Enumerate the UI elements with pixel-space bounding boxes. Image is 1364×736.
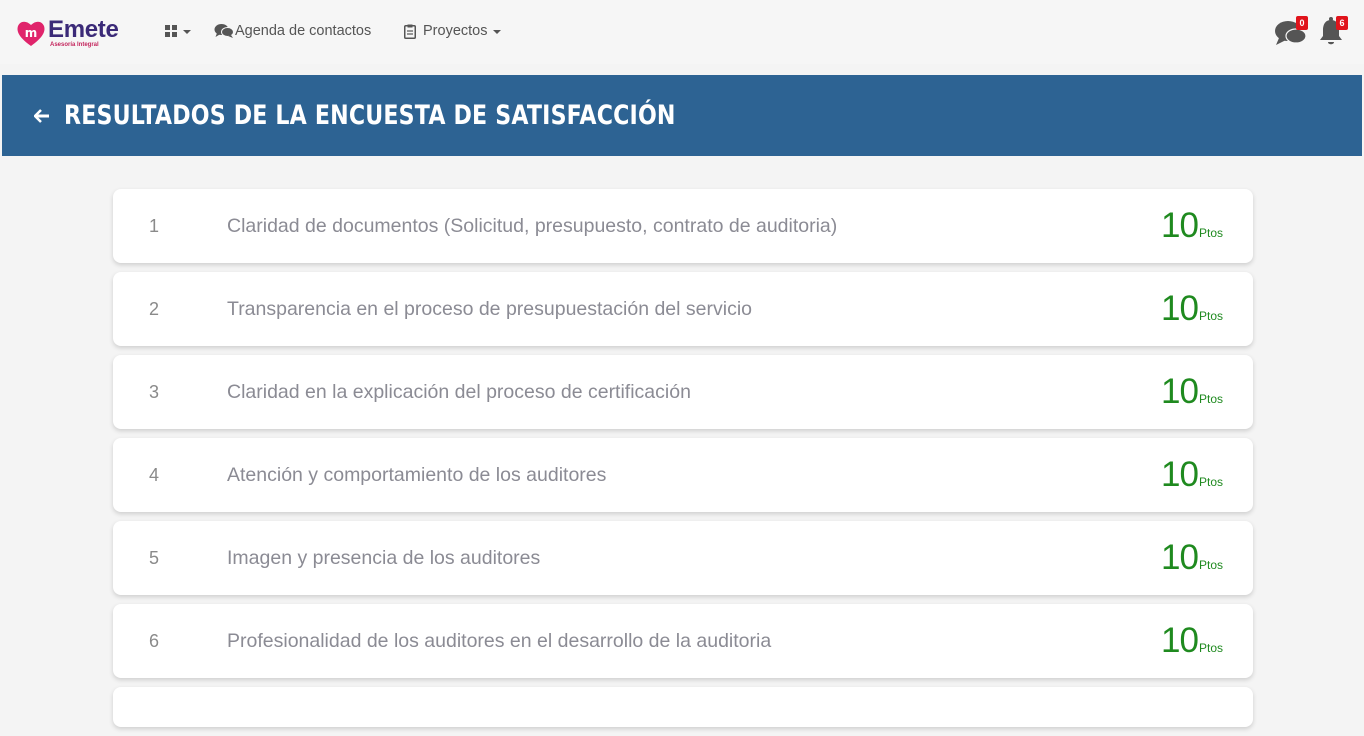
nav-contacts-label: Agenda de contactos: [235, 23, 372, 39]
score-value: 10: [1161, 289, 1198, 328]
survey-result-card: [113, 687, 1253, 727]
nav-projects-dropdown[interactable]: [404, 20, 501, 42]
notifications-button[interactable]: [1318, 14, 1354, 50]
score-display: [1161, 372, 1223, 412]
nav-projects-label: Proyectos: [423, 23, 488, 39]
survey-result-card: [113, 355, 1253, 429]
page-title: RESULTADOS DE LA ENCUESTA DE SATISFACCIÓN: [64, 100, 676, 131]
score-unit: Ptos: [1198, 475, 1223, 489]
logo-mark-icon: [16, 18, 46, 50]
score-display: [1161, 289, 1223, 329]
score-unit: Ptos: [1198, 226, 1223, 240]
brand-name: Emete: [48, 16, 119, 43]
question-number: 1: [149, 215, 160, 236]
survey-result-card: [113, 272, 1253, 346]
survey-result-card: [113, 438, 1253, 512]
clipboard-icon: [404, 24, 416, 39]
score-value: 10: [1161, 206, 1198, 245]
score-display: [1161, 621, 1223, 661]
question-text: Profesionalidad de los auditores en el desarrollo de la auditoria: [227, 629, 772, 652]
survey-result-card: [113, 604, 1253, 678]
score-value: 10: [1161, 455, 1198, 494]
question-number: 6: [149, 630, 160, 651]
apps-menu-dropdown[interactable]: [165, 20, 191, 42]
question-number: 4: [149, 464, 160, 485]
question-number: 3: [149, 381, 160, 402]
messages-count-badge: 0: [1296, 16, 1308, 30]
notifications-count-badge: 6: [1336, 16, 1348, 30]
question-text: Claridad en la explicación del proceso de certificación: [227, 380, 691, 403]
question-text: Imagen y presencia de los auditores: [227, 546, 541, 569]
grid-icon: [165, 25, 177, 37]
question-text: Claridad de documentos (Solicitud, presupuesto, contrato de auditoria): [227, 214, 838, 237]
page-header: [2, 75, 1362, 156]
question-text: Transparencia en el proceso de presupuestación del servicio: [227, 297, 752, 320]
survey-result-card: [113, 521, 1253, 595]
chevron-down-icon: [493, 30, 501, 34]
question-number: 5: [149, 547, 160, 568]
score-value: 10: [1161, 621, 1198, 660]
back-arrow-icon[interactable]: [32, 106, 52, 126]
question-number: 2: [149, 298, 160, 319]
survey-result-card: [113, 189, 1253, 263]
survey-results-list: [113, 189, 1253, 736]
chat-bubbles-icon: [214, 23, 234, 39]
score-value: 10: [1161, 372, 1198, 411]
score-display: [1161, 538, 1223, 578]
score-unit: Ptos: [1198, 641, 1223, 655]
score-display: [1161, 455, 1223, 495]
nav-contacts-link[interactable]: [214, 20, 371, 42]
top-navbar: [0, 0, 1364, 64]
messages-button[interactable]: [1274, 14, 1310, 50]
score-unit: Ptos: [1198, 558, 1223, 572]
question-text: Atención y comportamiento de los auditores: [227, 463, 607, 486]
score-value: 10: [1161, 538, 1198, 577]
brand-logo[interactable]: [16, 18, 119, 50]
score-display: [1161, 206, 1223, 246]
score-unit: Ptos: [1198, 309, 1223, 323]
svg-text:m: m: [24, 26, 38, 40]
chevron-down-icon: [183, 30, 191, 34]
brand-tagline: Asesoría Integral: [50, 42, 99, 48]
score-unit: Ptos: [1198, 392, 1223, 406]
